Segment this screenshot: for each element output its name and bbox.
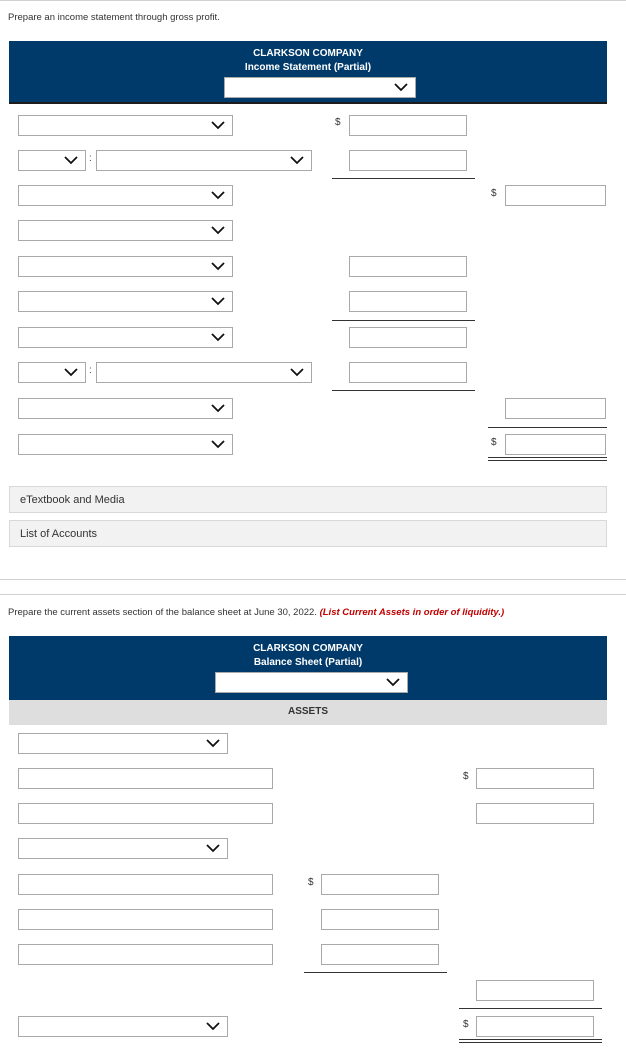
section-divider [0, 579, 626, 580]
subtotal-rule [332, 178, 475, 179]
account-select[interactable] [18, 434, 233, 455]
adjustment-select[interactable] [18, 150, 86, 171]
account-select[interactable] [18, 398, 233, 419]
instruction-text: Prepare the current assets section of the balance sheet at June 30, 2022. [8, 607, 317, 618]
amount-input[interactable] [321, 874, 439, 895]
statement-title: Balance Sheet (Partial) [253, 657, 363, 668]
period-select[interactable] [224, 77, 416, 98]
assets-heading: ASSETS [9, 700, 607, 725]
account-select[interactable] [96, 362, 312, 383]
chevron-down-icon [205, 842, 221, 854]
amount-input[interactable] [476, 803, 594, 824]
account-text-input[interactable] [18, 803, 273, 824]
gross-profit-input[interactable] [505, 434, 606, 455]
chevron-down-icon [210, 119, 226, 131]
total-current-assets-input[interactable] [476, 1016, 594, 1037]
instruction-hint: (List Current Assets in order of liquidity.) [319, 607, 505, 618]
chevron-down-icon [63, 154, 79, 166]
subtotal-rule [332, 390, 475, 391]
chevron-down-icon [210, 331, 226, 343]
amount-input[interactable] [349, 150, 467, 171]
amount-input[interactable] [476, 980, 594, 1001]
account-select[interactable] [18, 291, 233, 312]
account-select[interactable] [96, 150, 312, 171]
subtotal-rule [332, 320, 475, 321]
total-double-rule [459, 1042, 602, 1043]
chevron-down-icon [210, 438, 226, 450]
account-select[interactable] [18, 838, 228, 859]
company-name: CLARKSON COMPANY [253, 643, 363, 654]
account-text-input[interactable] [18, 909, 273, 930]
amount-input[interactable] [349, 291, 467, 312]
amount-input[interactable] [349, 362, 467, 383]
chevron-down-icon [289, 366, 305, 378]
amount-input[interactable] [349, 327, 467, 348]
subtotal-rule [304, 972, 447, 973]
colon-separator: : [89, 365, 92, 376]
company-name: CLARKSON COMPANY [253, 48, 363, 59]
header-rule [9, 102, 607, 104]
account-select[interactable] [18, 256, 233, 277]
currency-symbol: $ [308, 877, 314, 888]
currency-symbol: $ [335, 117, 341, 128]
section-divider [0, 594, 626, 595]
total-double-rule [488, 460, 607, 461]
currency-symbol: $ [491, 188, 497, 199]
total-double-rule [459, 1039, 602, 1040]
colon-separator: : [89, 153, 92, 164]
chevron-down-icon [393, 81, 409, 93]
account-select[interactable] [18, 327, 233, 348]
top-divider [0, 0, 626, 1]
chevron-down-icon [210, 295, 226, 307]
account-text-input[interactable] [18, 768, 273, 789]
instruction-balance-sheet [8, 607, 504, 618]
currency-symbol: $ [463, 771, 469, 782]
subtotal-rule [488, 427, 607, 428]
chevron-down-icon [63, 366, 79, 378]
period-select[interactable] [215, 672, 408, 693]
chevron-down-icon [205, 737, 221, 749]
instruction-income-statement: Prepare an income statement through gross profit. [8, 12, 220, 23]
chevron-down-icon [210, 402, 226, 414]
account-select[interactable] [18, 185, 233, 206]
amount-input[interactable] [349, 115, 467, 136]
amount-input[interactable] [321, 909, 439, 930]
amount-input[interactable] [476, 768, 594, 789]
subtotal-rule [459, 1008, 602, 1009]
amount-input[interactable] [321, 944, 439, 965]
etextbook-media-link[interactable]: eTextbook and Media [9, 486, 607, 513]
total-double-rule [488, 457, 607, 458]
account-select[interactable] [18, 1016, 228, 1037]
chevron-down-icon [210, 260, 226, 272]
account-text-input[interactable] [18, 944, 273, 965]
currency-symbol: $ [491, 437, 497, 448]
chevron-down-icon [210, 224, 226, 236]
adjustment-select[interactable] [18, 362, 86, 383]
chevron-down-icon [289, 154, 305, 166]
chevron-down-icon [385, 676, 401, 688]
chevron-down-icon [205, 1020, 221, 1032]
account-select[interactable] [18, 220, 233, 241]
currency-symbol: $ [463, 1019, 469, 1030]
chevron-down-icon [210, 189, 226, 201]
amount-input[interactable] [505, 185, 606, 206]
account-select[interactable] [18, 733, 228, 754]
list-of-accounts-link[interactable]: List of Accounts [9, 520, 607, 547]
account-select[interactable] [18, 115, 233, 136]
amount-input[interactable] [349, 256, 467, 277]
account-text-input[interactable] [18, 874, 273, 895]
amount-input[interactable] [505, 398, 606, 419]
statement-title: Income Statement (Partial) [244, 62, 372, 73]
